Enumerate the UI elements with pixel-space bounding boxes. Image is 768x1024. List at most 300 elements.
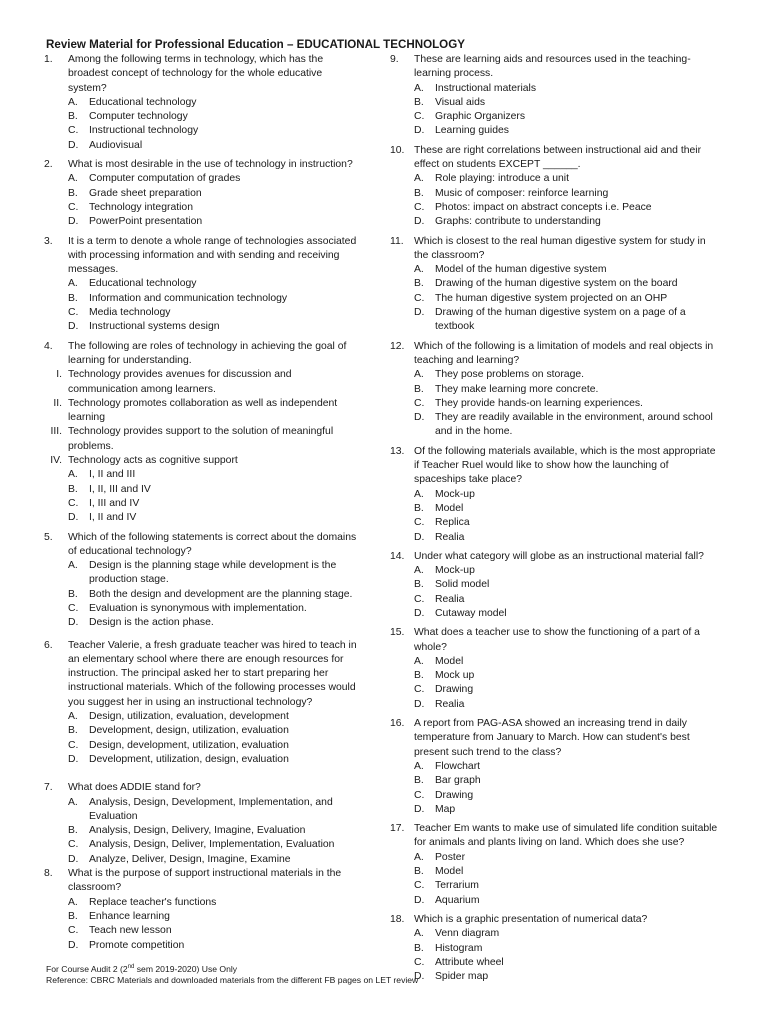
option-letter: D. <box>68 617 79 629</box>
option-letter: A. <box>414 655 424 667</box>
question-number: 4. <box>44 340 53 352</box>
roman-numeral: III. <box>50 426 62 438</box>
option-text: Computer technology <box>89 111 188 123</box>
answer-option <box>44 511 362 525</box>
option-letter: B. <box>414 866 424 878</box>
question-block <box>390 340 720 440</box>
question-block <box>390 822 720 908</box>
option-letter: B. <box>68 111 78 123</box>
question-text: Among the following terms in technology, which has the broadest concept of technology for the whole educative system? <box>68 54 324 94</box>
question-number: 2. <box>44 159 53 171</box>
option-text: Analyze, Deliver, Design, Imagine, Examine <box>89 853 291 865</box>
question-row <box>390 717 720 760</box>
answer-option <box>390 789 720 803</box>
answer-option <box>390 698 720 712</box>
option-letter: B. <box>414 187 424 199</box>
answer-option <box>44 124 362 138</box>
answer-option <box>390 502 720 516</box>
question-number: 1. <box>44 54 53 65</box>
question-number: 3. <box>44 235 53 247</box>
right-question-column <box>390 53 720 989</box>
question-block <box>390 53 720 139</box>
option-text: Aquarium <box>435 894 480 906</box>
option-text: Model <box>435 866 464 878</box>
question-number: 14. <box>390 550 405 562</box>
option-text: Enhance learning <box>89 910 170 922</box>
roman-statement-text: Technology provides support to the solution of meaningful problems. <box>68 426 334 452</box>
option-text: They pose problems on storage. <box>435 369 585 381</box>
roman-numeral: IV. <box>50 455 62 467</box>
option-text: Teach new lesson <box>89 925 172 937</box>
option-text: Model <box>435 655 464 667</box>
answer-option <box>390 593 720 607</box>
option-letter: B. <box>68 825 78 837</box>
option-text: Model of the human digestive system <box>435 264 607 276</box>
option-letter: D. <box>414 307 425 319</box>
footer-usage-note <box>46 962 746 975</box>
roman-statement <box>44 368 362 397</box>
question-row <box>390 340 720 369</box>
roman-statement-text: Technology provides avenues for discussion and communication among learners. <box>68 369 292 395</box>
answer-option <box>44 559 362 588</box>
option-letter: C. <box>414 517 425 529</box>
answer-option <box>44 187 362 201</box>
answer-option <box>44 710 362 724</box>
option-text: Realia <box>435 531 465 543</box>
question-block <box>44 158 362 229</box>
option-text: Drawing <box>435 684 474 696</box>
option-letter: A. <box>414 264 424 276</box>
option-letter: C. <box>68 602 79 614</box>
answer-option <box>44 139 362 153</box>
option-letter: A. <box>68 896 78 908</box>
option-letter: D. <box>68 853 79 865</box>
option-letter: C. <box>414 397 425 409</box>
option-text: Analysis, Design, Deliver, Implementation, Evaluation <box>89 839 335 851</box>
option-text: They make learning more concrete. <box>435 383 599 395</box>
answer-option <box>390 865 720 879</box>
answer-option <box>44 96 362 110</box>
answer-option <box>390 851 720 865</box>
option-letter: D. <box>68 939 79 951</box>
question-text: A report from PAG-ASA showed an increasing trend in daily temperature from January to March. How can student's best present such trend to the class? <box>414 718 690 758</box>
answer-option <box>44 939 362 953</box>
option-text: They are readily available in the environment, around school and in the home. <box>435 412 713 438</box>
question-block <box>44 235 362 335</box>
option-letter: D. <box>414 607 425 619</box>
option-letter: D. <box>68 321 79 333</box>
option-text: Visual aids <box>435 96 486 108</box>
answer-option <box>44 497 362 511</box>
question-number: 9. <box>390 54 399 65</box>
answer-option <box>390 607 720 621</box>
question-row <box>390 445 720 488</box>
option-text: Music of composer: reinforce learning <box>435 187 609 199</box>
answer-option <box>390 201 720 215</box>
option-letter: B. <box>414 278 424 290</box>
answer-option <box>44 277 362 291</box>
option-letter: B. <box>68 292 78 304</box>
option-text: Audiovisual <box>89 139 143 151</box>
question-block <box>390 717 720 817</box>
footer <box>46 962 746 986</box>
answer-option <box>44 110 362 124</box>
option-text: Information and communication technology <box>89 292 288 304</box>
answer-option <box>390 774 720 788</box>
option-letter: B. <box>68 483 78 495</box>
answer-option <box>390 760 720 774</box>
answer-option <box>44 824 362 838</box>
option-text: Model <box>435 502 464 514</box>
answer-option <box>390 803 720 817</box>
answer-option <box>390 110 720 124</box>
answer-option <box>390 411 720 440</box>
answer-option <box>390 306 720 335</box>
option-letter: A. <box>414 369 424 381</box>
answer-option <box>44 201 362 215</box>
option-text: Instructional systems design <box>89 321 220 333</box>
option-text: Graphic Organizers <box>435 111 526 123</box>
answer-option <box>390 894 720 908</box>
option-letter: D. <box>414 531 425 543</box>
answer-option <box>44 796 362 825</box>
question-text: Which of the following statements is correct about the domains of educational technology? <box>68 531 357 557</box>
option-letter: A. <box>68 469 78 481</box>
option-text: Graphs: contribute to understanding <box>435 216 601 228</box>
answer-option <box>390 263 720 277</box>
option-text: Map <box>435 803 456 815</box>
answer-option <box>390 96 720 110</box>
option-letter: D. <box>414 125 425 137</box>
option-text: Replica <box>435 517 470 529</box>
question-number: 7. <box>44 782 53 794</box>
question-text: The following are roles of technology in achieving the goal of learning for understanding. <box>68 340 347 366</box>
option-letter: D. <box>68 216 79 228</box>
option-text: Mock up <box>435 670 475 682</box>
option-text: The human digestive system projected on an OHP <box>435 292 668 304</box>
question-row <box>390 913 720 927</box>
answer-option <box>390 683 720 697</box>
option-letter: D. <box>414 698 425 710</box>
question-row <box>390 550 720 564</box>
option-text: Design, utilization, evaluation, development <box>89 711 289 723</box>
option-text: Mock-up <box>435 488 475 500</box>
roman-statement-text: Technology acts as cognitive support <box>68 455 238 467</box>
option-text: Instructional materials <box>435 82 537 94</box>
option-letter: D. <box>68 139 79 151</box>
question-block <box>44 53 362 153</box>
option-letter: B. <box>414 579 424 591</box>
option-letter: A. <box>414 565 424 577</box>
option-text: Venn diagram <box>435 928 500 940</box>
question-row <box>44 340 362 369</box>
question-text: Teacher Valerie, a fresh graduate teacher was hired to teach in an elementary school where there are enough resources for instruction. The principal asked her to start preparing her instructional materials. Which of the following processes would you suggest her in using an instructional technology? <box>68 639 357 708</box>
option-letter: B. <box>414 502 424 514</box>
option-letter: D. <box>414 412 425 424</box>
roman-statement <box>44 425 362 454</box>
question-row <box>44 531 362 560</box>
answer-option <box>44 924 362 938</box>
option-text: I, II and IV <box>89 512 137 524</box>
option-letter: C. <box>414 789 425 801</box>
question-row <box>44 53 362 96</box>
answer-option <box>390 516 720 530</box>
answer-option <box>44 838 362 852</box>
option-text: Technology integration <box>89 201 193 213</box>
question-text: These are learning aids and resources used in the teaching-learning process. <box>414 54 691 80</box>
answer-option <box>390 488 720 502</box>
option-letter: B. <box>414 942 424 954</box>
question-row <box>390 53 720 82</box>
answer-option <box>44 320 362 334</box>
answer-option <box>44 853 362 867</box>
answer-option <box>390 669 720 683</box>
question-row <box>390 144 720 173</box>
option-text: Drawing of the human digestive system on a page of a textbook <box>435 307 686 333</box>
option-text: Solid model <box>435 579 490 591</box>
question-row <box>44 867 362 896</box>
question-row <box>390 626 720 655</box>
answer-option <box>44 602 362 616</box>
option-text: Media technology <box>89 307 171 319</box>
answer-option <box>390 124 720 138</box>
option-letter: B. <box>68 725 78 737</box>
answer-option <box>390 879 720 893</box>
question-number: 8. <box>44 868 53 880</box>
question-block <box>390 235 720 335</box>
question-number: 16. <box>390 718 405 730</box>
question-text: Which of the following is a limitation of models and real objects in teaching and learning? <box>414 340 714 366</box>
question-number: 13. <box>390 445 405 457</box>
option-letter: D. <box>414 803 425 815</box>
question-block <box>390 445 720 545</box>
option-text: Analysis, Design, Delivery, Imagine, Evaluation <box>89 825 306 837</box>
answer-option <box>390 82 720 96</box>
answer-option <box>390 383 720 397</box>
option-letter: B. <box>414 670 424 682</box>
question-row <box>44 235 362 278</box>
answer-option <box>44 172 362 186</box>
option-letter: C. <box>68 125 79 137</box>
option-letter: A. <box>68 560 78 572</box>
answer-option <box>390 292 720 306</box>
answer-option <box>390 215 720 229</box>
answer-option <box>44 483 362 497</box>
option-letter: D. <box>414 971 425 983</box>
question-row <box>390 235 720 264</box>
answer-option <box>44 910 362 924</box>
question-number: 6. <box>44 639 53 651</box>
option-text: Spider map <box>435 971 489 983</box>
option-letter: D. <box>414 894 425 906</box>
option-letter: D. <box>414 216 425 228</box>
option-letter: C. <box>68 307 79 319</box>
option-text: I, II and III <box>89 469 136 481</box>
question-block <box>390 550 720 621</box>
question-text: Which is a graphic presentation of numerical data? <box>414 913 648 925</box>
question-number: 17. <box>390 823 405 835</box>
question-block <box>44 639 362 768</box>
answer-option <box>390 397 720 411</box>
question-text: What does ADDIE stand for? <box>68 782 201 794</box>
option-letter: C. <box>68 925 79 937</box>
left-question-column <box>44 53 362 958</box>
option-text: Educational technology <box>89 278 197 290</box>
option-text: Learning guides <box>435 125 509 137</box>
option-letter: A. <box>414 851 424 863</box>
question-number: 10. <box>390 144 405 156</box>
roman-statement-text: Technology promotes collaboration as well as independent learning <box>68 397 338 424</box>
page-title: Review Material for Professional Education – EDUCATIONAL TECHNOLOGY <box>46 38 465 51</box>
roman-numeral: I. <box>56 369 62 381</box>
option-text: They provide hands-on learning experiences. <box>435 397 643 409</box>
question-block <box>44 531 362 631</box>
option-text: Design is the action phase. <box>89 617 214 629</box>
option-letter: A. <box>414 760 424 772</box>
answer-option <box>44 215 362 229</box>
option-letter: C. <box>68 739 79 751</box>
option-text: Realia <box>435 698 465 710</box>
question-text: These are right correlations between instructional aid and their effect on students EXCEPT ______. <box>414 144 702 171</box>
option-letter: C. <box>414 956 425 968</box>
answer-option <box>390 942 720 956</box>
option-letter: B. <box>414 383 424 395</box>
question-block <box>390 626 720 712</box>
question-row <box>44 158 362 172</box>
question-number: 12. <box>390 340 405 352</box>
question-text: Of the following materials available, which is the most appropriate if Teacher Ruel would like to show how the launching of spaceships take place? <box>414 445 716 486</box>
option-letter: B. <box>68 910 78 922</box>
answer-option <box>390 531 720 545</box>
question-number: 5. <box>44 531 53 543</box>
answer-option <box>390 187 720 201</box>
option-text: Poster <box>435 851 466 863</box>
question-row <box>44 639 362 710</box>
answer-option <box>390 277 720 291</box>
question-text: Under what category will globe as an instructional material fall? <box>414 550 704 562</box>
option-letter: C. <box>68 839 79 851</box>
option-letter: D. <box>68 512 79 524</box>
question-text: Teacher Em wants to make use of simulated life condition suitable for animals and plants living on land. Which does she use? <box>414 823 718 849</box>
option-text: Evaluation is synonymous with implementation. <box>89 602 307 614</box>
footer-usage-superscript: nd <box>127 964 135 970</box>
option-text: Cutaway model <box>435 607 507 619</box>
option-text: Educational technology <box>89 96 197 108</box>
answer-option <box>44 588 362 602</box>
option-letter: C. <box>414 111 425 123</box>
answer-option <box>44 739 362 753</box>
option-text: Instructional technology <box>89 125 199 137</box>
answer-option <box>390 578 720 592</box>
question-number: 15. <box>390 627 405 639</box>
option-letter: C. <box>414 880 425 892</box>
answer-option <box>390 927 720 941</box>
option-text: PowerPoint presentation <box>89 216 203 228</box>
option-text: Mock-up <box>435 565 475 577</box>
question-text: What is most desirable in the use of technology in instruction? <box>68 159 353 171</box>
option-text: Grade sheet preparation <box>89 187 202 199</box>
option-text: Attribute wheel <box>435 956 504 968</box>
answer-option <box>390 368 720 382</box>
question-row <box>44 781 362 795</box>
option-letter: A. <box>68 96 78 108</box>
option-text: Flowchart <box>435 760 481 772</box>
answer-option <box>390 172 720 186</box>
option-letter: B. <box>68 588 78 600</box>
option-text: Replace teacher's functions <box>89 896 217 908</box>
option-text: Computer computation of grades <box>89 173 241 185</box>
option-text: Design is the planning stage while development is the production stage. <box>89 560 337 586</box>
roman-statement <box>44 397 362 426</box>
option-text: Drawing <box>435 789 474 801</box>
answer-option <box>390 655 720 669</box>
option-letter: A. <box>414 173 424 185</box>
option-letter: C. <box>414 201 425 213</box>
footer-reference: Reference: CBRC Materials and downloaded materials from the different FB pages on LET review <box>46 974 419 985</box>
question-block <box>44 867 362 953</box>
option-text: Design, development, utilization, evaluation <box>89 739 289 751</box>
roman-numeral: II. <box>53 397 62 409</box>
footer-usage-text: For Course Audit 2 (2 <box>46 963 128 974</box>
question-text: It is a term to denote a whole range of technologies associated with processing information and with sending and receiving messages. <box>68 235 357 276</box>
answer-option <box>44 753 362 767</box>
question-block <box>390 144 720 230</box>
option-letter: A. <box>68 278 78 290</box>
option-letter: C. <box>414 292 425 304</box>
question-number: 18. <box>390 913 405 925</box>
option-text: Histogram <box>435 942 483 954</box>
option-letter: A. <box>414 82 424 94</box>
question-number: 11. <box>390 235 404 247</box>
option-text: Realia <box>435 593 465 605</box>
option-text: Photos: impact on abstract concepts i.e. Peace <box>435 201 652 213</box>
option-letter: B. <box>414 775 424 787</box>
answer-option <box>44 292 362 306</box>
option-text: Development, design, utilization, evaluation <box>89 725 289 737</box>
question-block <box>44 781 362 867</box>
option-text: Development, utilization, design, evaluation <box>89 753 289 765</box>
footer-usage-text-end: sem 2019-2020) Use Only <box>134 963 238 974</box>
option-text: I, III and IV <box>89 497 140 509</box>
option-letter: A. <box>68 711 78 723</box>
option-text: Bar graph <box>435 775 481 787</box>
option-letter: C. <box>68 201 79 213</box>
option-text: Role playing: introduce a unit <box>435 173 570 185</box>
answer-option <box>390 564 720 578</box>
option-letter: A. <box>414 928 424 940</box>
option-text: I, II, III and IV <box>89 483 151 495</box>
question-block <box>44 340 362 526</box>
question-text: What is the purpose of support instructional materials in the classroom? <box>68 868 342 894</box>
answer-option <box>44 896 362 910</box>
option-letter: C. <box>414 593 425 605</box>
option-letter: A. <box>68 796 78 808</box>
question-row <box>390 822 720 851</box>
option-text: Analysis, Design, Development, Implementation, and Evaluation <box>89 796 333 822</box>
option-text: Both the design and development are the planning stage. <box>89 588 353 600</box>
option-text: Terrarium <box>435 880 479 892</box>
option-letter: A. <box>414 488 424 500</box>
option-letter: D. <box>68 753 79 765</box>
option-letter: B. <box>414 96 424 108</box>
option-letter: B. <box>68 187 78 199</box>
answer-option <box>44 468 362 482</box>
answer-option <box>44 616 362 630</box>
option-text: Drawing of the human digestive system on the board <box>435 278 678 290</box>
option-letter: C. <box>68 497 79 509</box>
option-letter: C. <box>414 684 425 696</box>
roman-statement <box>44 454 362 468</box>
